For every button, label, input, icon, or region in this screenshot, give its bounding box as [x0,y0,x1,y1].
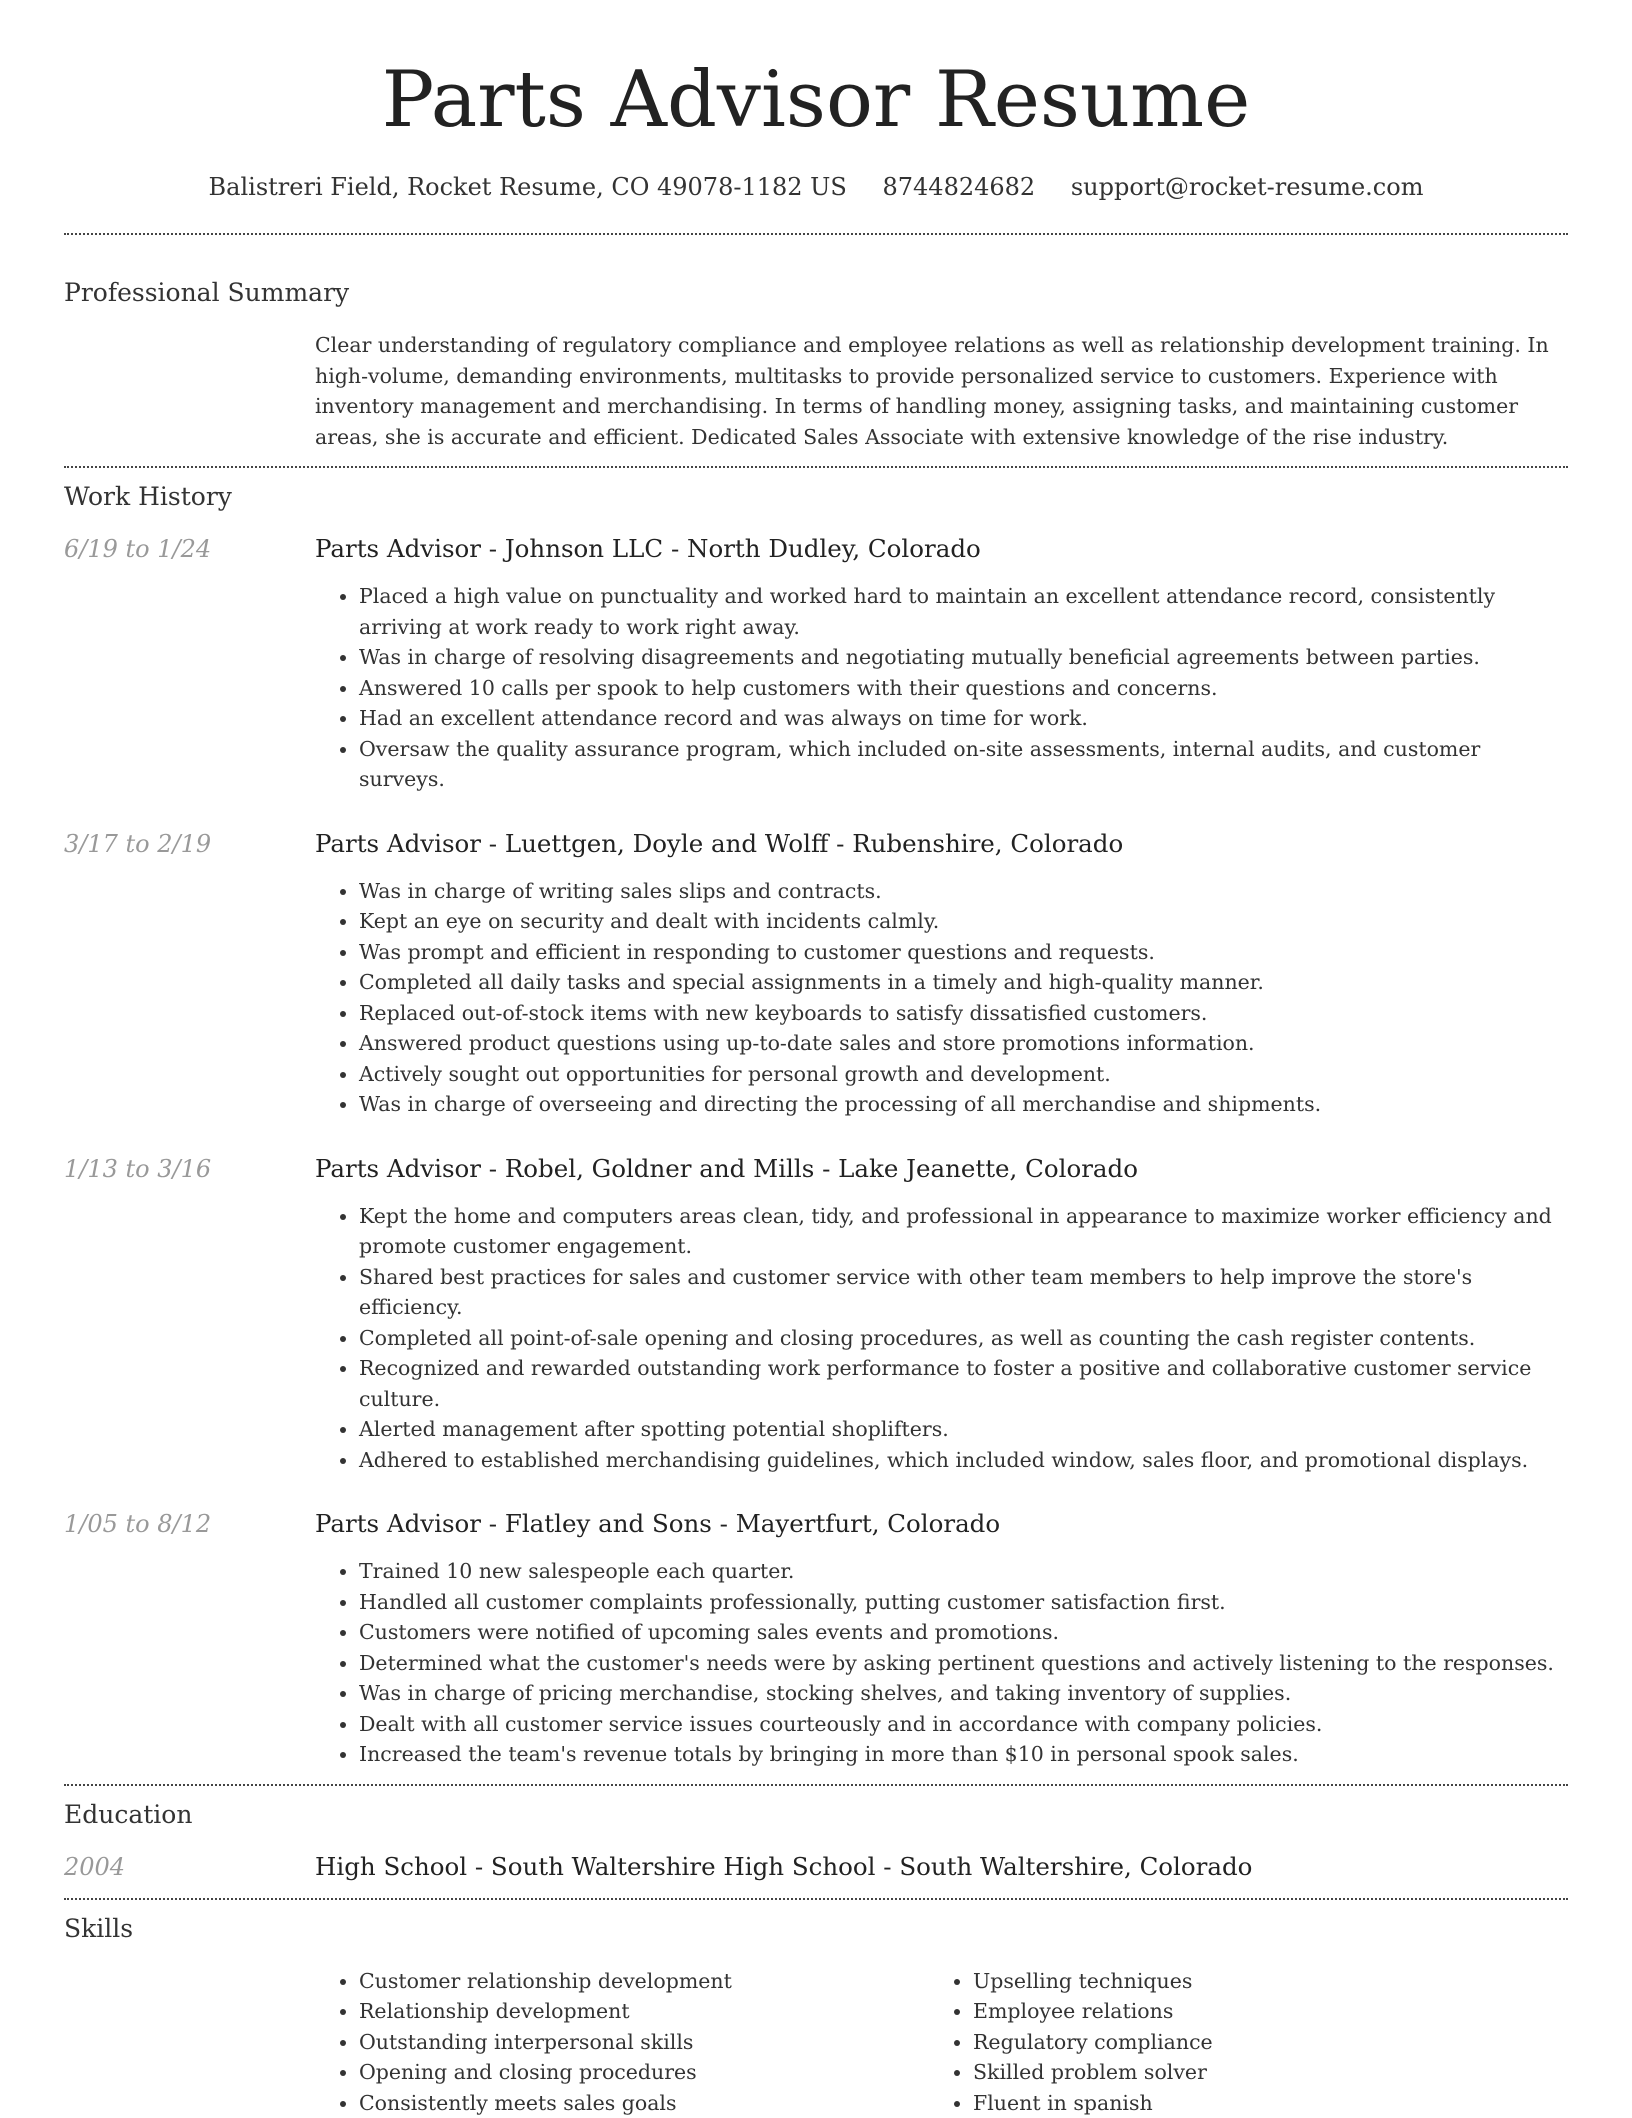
education-section [64,1798,1568,1898]
job-title: Parts Advisor - Robel, Goldner and Mills - Lake Jeanette, Colorado [315,1152,1138,1186]
job-bullet: • Completed all daily tasks and special assignments in a timely and high-quality manner. [359,967,1568,998]
job-bullet: • Completed all point-of-sale opening and closing procedures, as well as counting the cash register contents. [359,1323,1568,1354]
job-bullet: • Was in charge of overseeing and directing the processing of all merchandise and shipments. [359,1089,1568,1120]
job-title: Parts Advisor - Flatley and Sons - Mayertfurt, Colorado [315,1507,1000,1541]
job-bullet: • Kept the home and computers areas clean, tidy, and professional in appearance to maximize worker efficiency and promote customer engagement. [359,1201,1568,1262]
section-divider [64,466,1568,468]
job-bullet: • Answered 10 calls per spook to help customers with their questions and concerns. [359,673,1568,704]
job-title: Parts Advisor - Luettgen, Doyle and Wolff - Rubenshire, Colorado [315,827,1123,861]
skill-item: • Outstanding interpersonal skills [359,2027,929,2058]
section-divider [64,1898,1568,1900]
job-bullet: • Dealt with all customer service issues courteously and in accordance with company policies. [359,1709,1568,1740]
job-bullet: • Increased the team's revenue totals by bringing in more than $10 in personal spook sales. [359,1739,1568,1770]
skills-section [64,1912,1568,2118]
contact-email: support@rocket-resume.com [1071,170,1424,204]
skill-item: • Consistently meets sales goals [359,2088,929,2118]
job-bullet: • Adhered to established merchandising guidelines, which included window, sales floor, and promotional displays. [359,1445,1568,1476]
job-bullet: • Shared best practices for sales and customer service with other team members to help improve the store's efficiency. [359,1262,1568,1323]
contact-phone: 8744824682 [882,170,1035,204]
job-bullet: • Placed a high value on punctuality and worked hard to maintain an excellent attendance record, consistently arriving at work ready to work right away. [359,581,1568,642]
skill-item: • Employee relations [973,1996,1473,2027]
job-bullet: • Trained 10 new salespeople each quarter. [359,1556,1568,1587]
job-bullet: • Answered product questions using up-to-date sales and store promotions information. [359,1028,1568,1059]
education-title: High School - South Waltershire High School - South Waltershire, Colorado [315,1850,1252,1884]
job-entry [64,1507,1568,1784]
work-history-heading: Work History [64,480,1568,514]
summary-section [64,276,1568,466]
skills-heading: Skills [64,1912,1568,1946]
section-divider [64,233,1568,235]
skill-item: • Fluent in spanish [973,2088,1473,2118]
education-heading: Education [64,1798,1568,1832]
job-title: Parts Advisor - Johnson LLC - North Dudley, Colorado [315,532,981,566]
skill-item: • Upselling techniques [973,1966,1473,1997]
job-bullet: • Replaced out-of-stock items with new keyboards to satisfy dissatisfied customers. [359,998,1568,1029]
job-bullet: • Determined what the customer's needs were by asking pertinent questions and actively listening to the responses. [359,1648,1568,1679]
skill-item: • Relationship development [359,1996,929,2027]
skills-columns [315,1966,1568,2118]
job-bullets [315,876,1568,1120]
job-bullet: • Was in charge of writing sales slips and contracts. [359,876,1568,907]
job-dates: 1/05 to 8/12 [64,1507,315,1541]
contact-line [64,170,1568,204]
skill-item: • Regulatory compliance [973,2027,1473,2058]
page-title: Parts Advisor Resume [64,0,1568,148]
job-bullet: • Handled all customer complaints professionally, putting customer satisfaction first. [359,1587,1568,1618]
job-entry [64,827,1568,1120]
job-bullet: • Alerted management after spotting potential shoplifters. [359,1414,1568,1445]
job-bullets [315,581,1568,795]
job-bullet: • Was in charge of pricing merchandise, stocking shelves, and taking inventory of supplies. [359,1678,1568,1709]
contact-address: Balistreri Field, Rocket Resume, CO 49078-1182 US [209,170,847,204]
skills-column [315,1966,929,2118]
job-dates: 6/19 to 1/24 [64,532,315,566]
job-entry [64,532,1568,795]
job-dates: 1/13 to 3/16 [64,1152,315,1186]
job-bullet: • Actively sought out opportunities for personal growth and development. [359,1059,1568,1090]
job-bullet: • Oversaw the quality assurance program, which included on-site assessments, internal audits, and customer surveys. [359,734,1568,795]
job-dates: 3/17 to 2/19 [64,827,315,861]
job-bullet: • Customers were notified of upcoming sales events and promotions. [359,1617,1568,1648]
job-bullet: • Kept an eye on security and dealt with incidents calmly. [359,906,1568,937]
skill-item: • Opening and closing procedures [359,2057,929,2088]
job-bullets [315,1556,1568,1770]
job-bullet: • Was in charge of resolving disagreements and negotiating mutually beneficial agreements between parties. [359,642,1568,673]
work-history-section [64,480,1568,1784]
skill-item: • Skilled problem solver [973,2057,1473,2088]
summary-text: Clear understanding of regulatory compliance and employee relations as well as relationship development training. In high-volume, demanding environments, multitasks to provide personalized service to customers. Experience with inventory management and merchandising. In terms of handling money, assigning tasks, and maintaining customer areas, she is accurate and efficient. Dedicated Sales Associate with extensive knowledge of the rise industry. [315,330,1568,452]
job-bullet: • Recognized and rewarded outstanding work performance to foster a positive and collaborative customer service culture. [359,1353,1568,1414]
job-entry [64,1152,1568,1476]
skills-column [929,1966,1473,2118]
education-entry [64,1850,1568,1898]
job-bullet: • Was prompt and efficient in responding to customer questions and requests. [359,937,1568,968]
summary-heading: Professional Summary [64,276,1568,310]
section-divider [64,1784,1568,1786]
job-bullets [315,1201,1568,1476]
education-year: 2004 [64,1850,315,1884]
job-bullet: • Had an excellent attendance record and was always on time for work. [359,703,1568,734]
skill-item: • Customer relationship development [359,1966,929,1997]
